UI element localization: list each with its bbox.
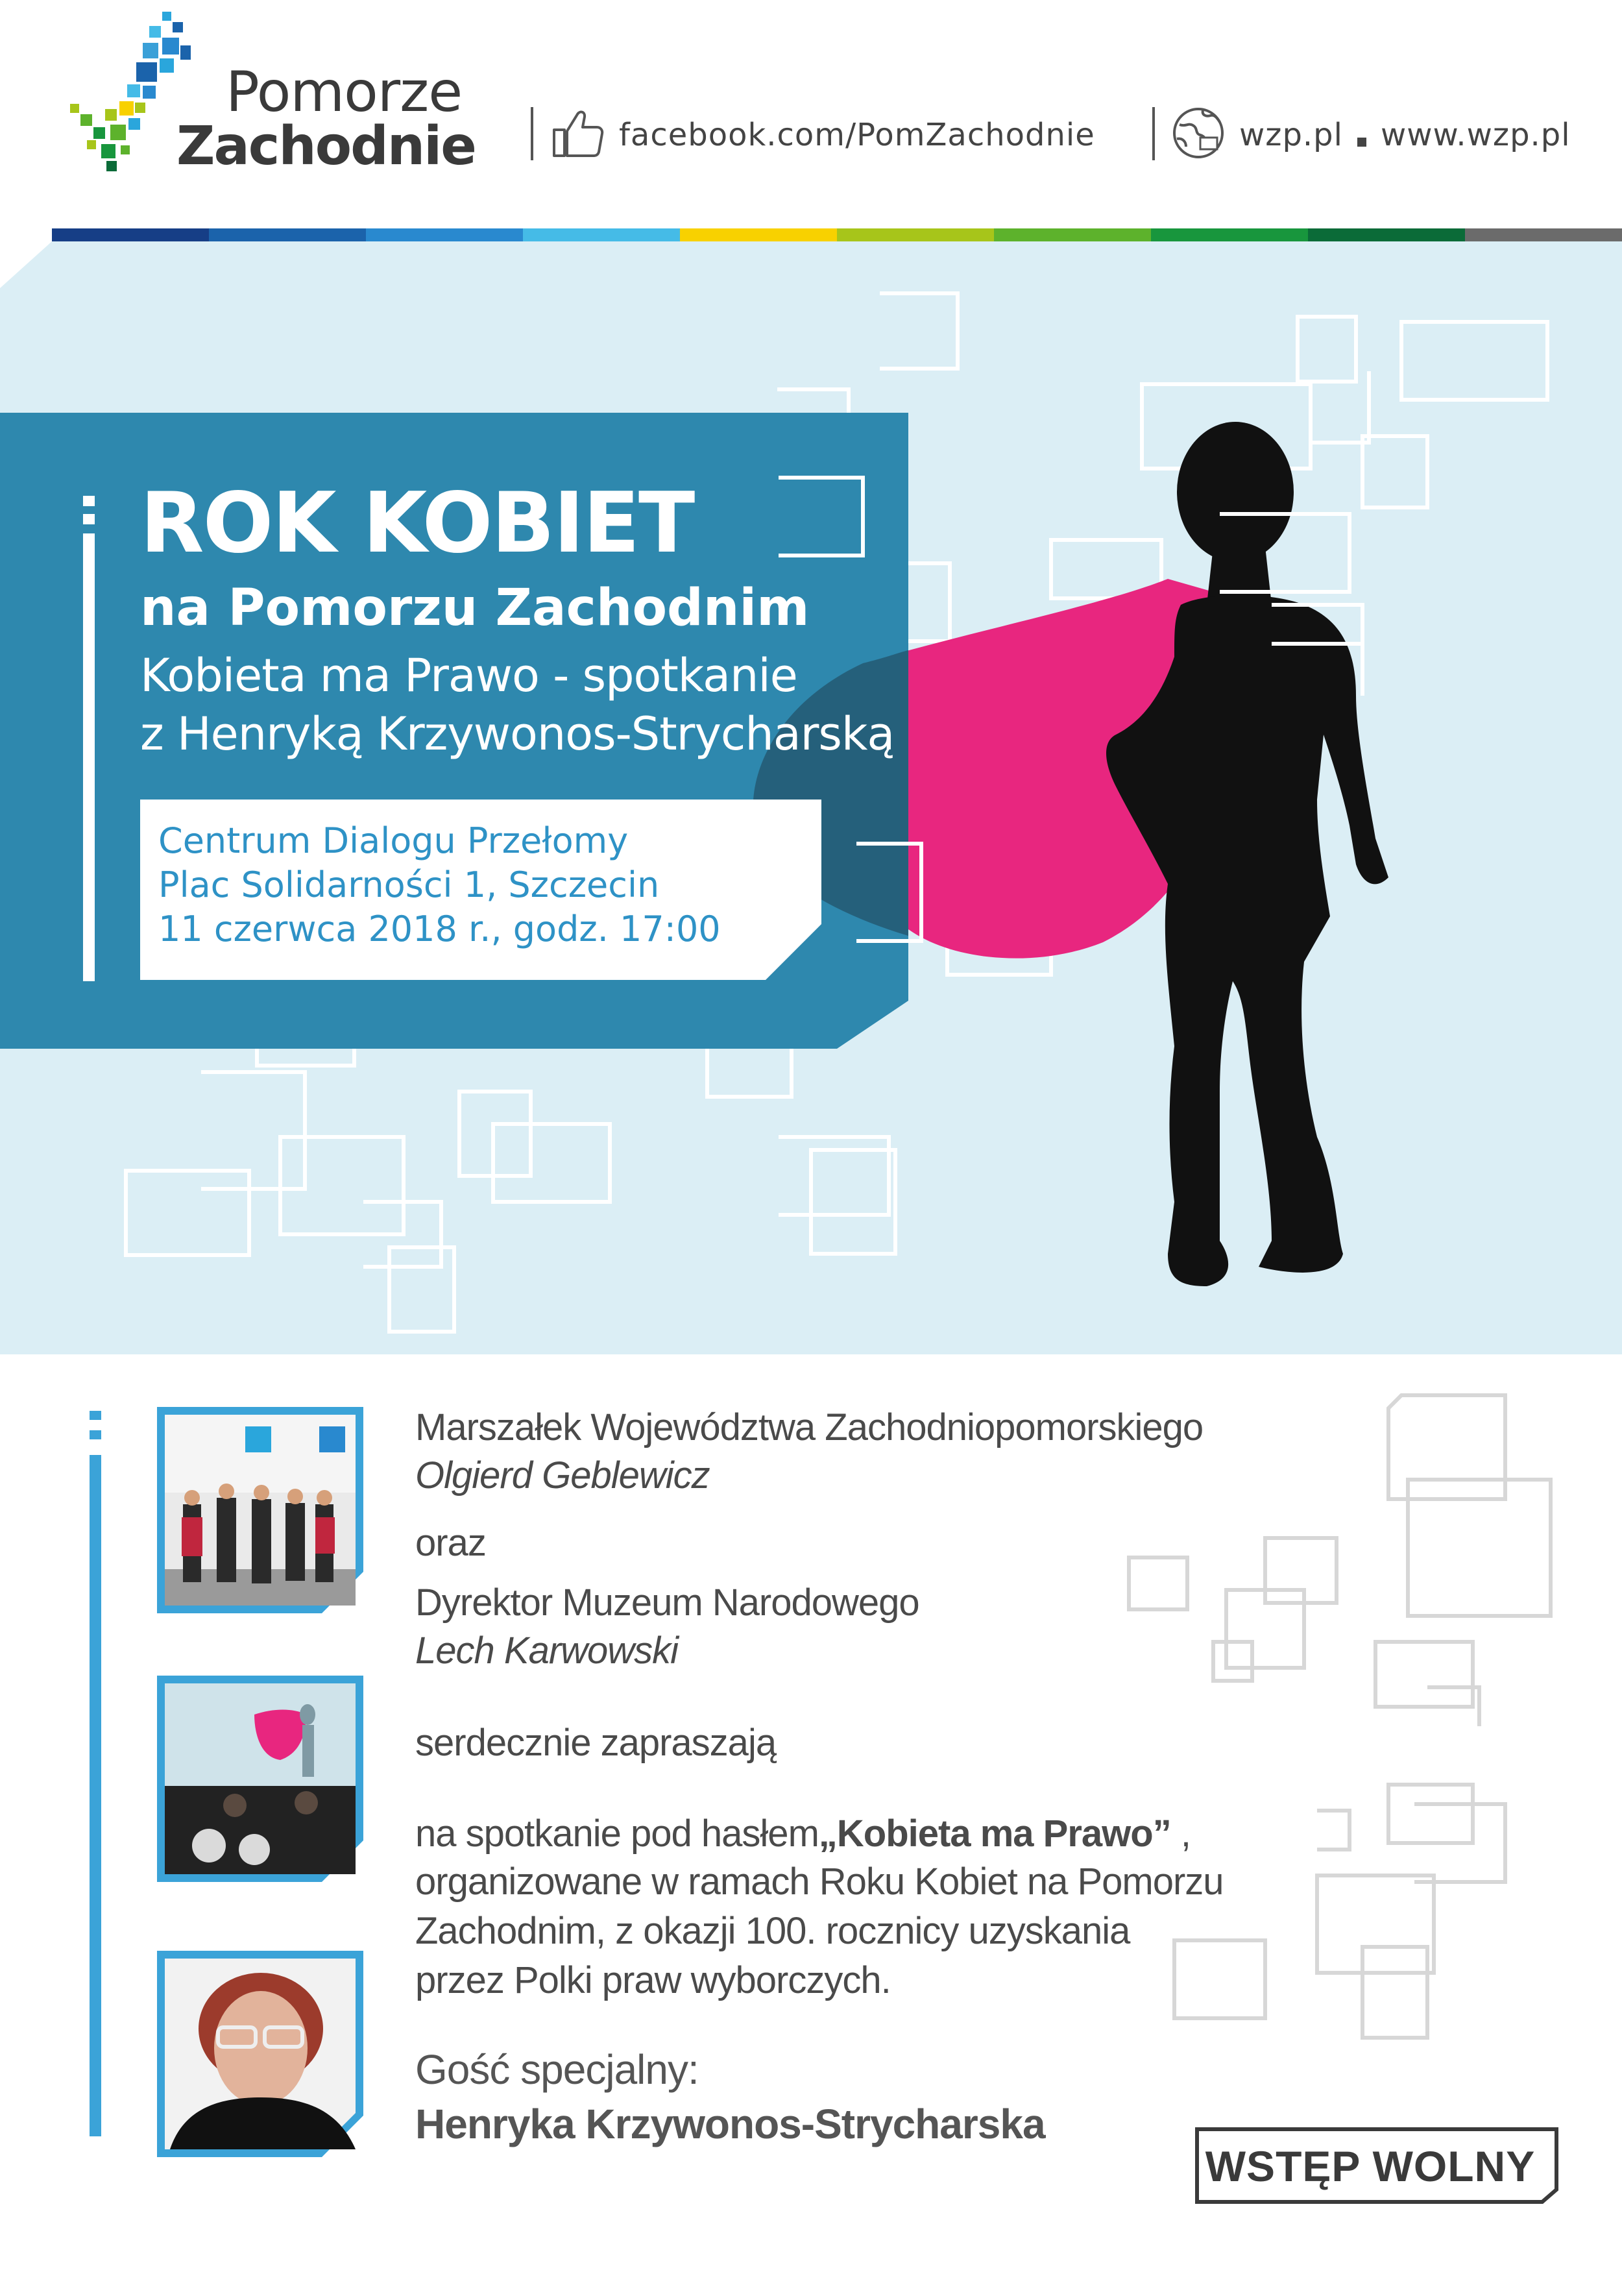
event-title: ROK KOBIET [140,475,694,572]
logo [65,6,476,177]
event-datetime: 11 czerwca 2018 r., godz. 17:00 [158,909,721,949]
site-short-link[interactable]: wzp.pl [1239,117,1343,153]
venue-name: Centrum Dialogu Przełomy [158,820,629,861]
invite-text: serdecznie zapraszają [415,1722,777,1764]
facebook-link[interactable]: facebook.com/PomZachodnie [619,117,1095,153]
photo-meeting [157,1676,363,1882]
conjunction: oraz [415,1522,486,1564]
host2-title: Dyrektor Muzeum Narodowego [415,1582,919,1624]
color-stripe-segment [1308,228,1465,241]
panel-accent-line [83,533,95,981]
bullet [1357,138,1366,147]
event-subtitle: na Pomorzu Zachodnim [140,579,810,637]
invite-paragraph-line1: na spotkanie pod hasłem„Kobieta ma Prawo” , [415,1813,1191,1855]
globe-icon [1170,105,1226,161]
color-stripe-segment [1465,228,1622,241]
guest-label: Gość specjalny: [415,2046,699,2093]
invite-paragraph-line4: przez Polki praw wyborczych. [415,1959,891,2001]
site-full-link[interactable]: www.wzp.pl [1381,117,1571,153]
header-separator [531,107,533,160]
decorative-frames [1103,1376,1622,2129]
color-stripe-segment [209,228,366,241]
slogan: „Kobieta ma Prawo” [818,1813,1171,1855]
host1-title: Marszałek Województwa Zachodniopomorskiego [415,1406,1204,1448]
logo-mark-icon [65,6,195,175]
color-stripe-segment [366,228,523,241]
color-stripe-segment [523,228,680,241]
logo-line1: Pomorze [226,60,463,125]
section-accent-dash [90,1430,101,1439]
panel-accent-dash [83,496,95,506]
invite-paragraph-line3: Zachodnim, z okazji 100. rocznicy uzyskania [415,1910,1130,1952]
event-name-line2: z Henryką Krzywonos-Strycharską [140,707,895,761]
color-stripe-segment [1151,228,1308,241]
invite-paragraph-line2: organizowane w ramach Roku Kobiet na Pomorzu [415,1861,1224,1903]
photo-guest-portrait [157,1951,363,2157]
host2-name: Lech Karwowski [415,1630,679,1672]
hero-illustration [0,241,1622,1354]
venue-address: Plac Solidarności 1, Szczecin [158,864,660,905]
free-entry-label: WSTĘP WOLNY [1205,2142,1536,2190]
section-accent-dash [90,1411,101,1420]
hero-section [0,241,1622,1354]
color-stripe-segment [994,228,1151,241]
color-stripe-segment [680,228,837,241]
color-stripe-segment [837,228,994,241]
guest-name: Henryka Krzywonos-Strycharska [415,2101,1045,2147]
logo-line2: Zachodnie [176,116,476,177]
host1-name: Olgierd Geblewicz [415,1454,710,1496]
color-stripe-segment [52,228,209,241]
panel-accent-dash [83,514,95,524]
event-name-line1: Kobieta ma Prawo - spotkanie [140,649,797,702]
photo-group-portrait [157,1407,363,1613]
color-stripe [52,228,1622,241]
header-separator [1152,107,1155,160]
thumbs-up-icon [550,105,606,161]
section-accent-line [90,1455,101,2136]
